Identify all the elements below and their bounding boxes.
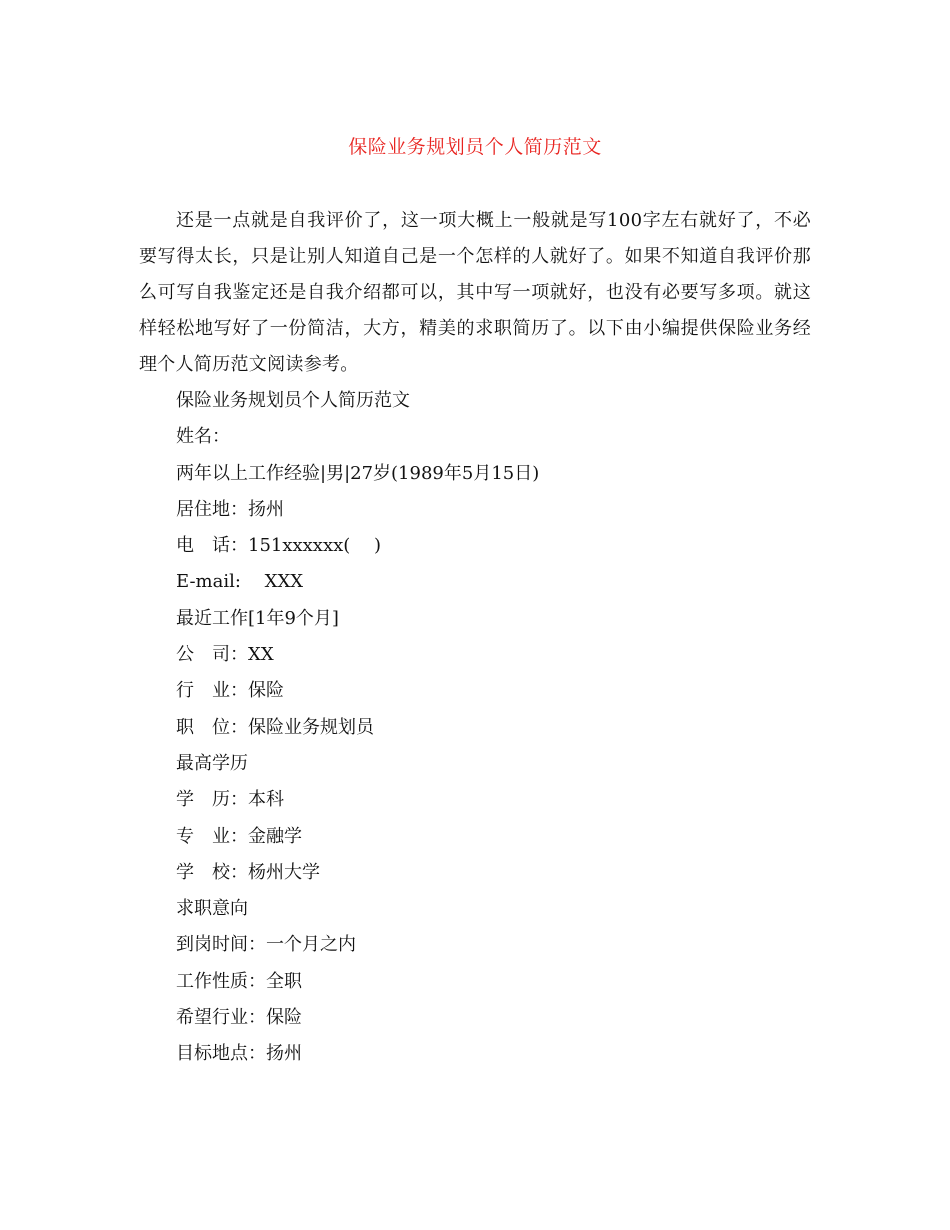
recent-work-heading: 最近工作[1年9个月] — [176, 607, 339, 629]
industry-line: 行 业：保险 — [176, 680, 284, 702]
availability-line: 到岗时间：一个月之内 — [176, 934, 356, 956]
position-line: 职 位：保险业务规划员 — [176, 716, 374, 738]
target-location-line: 目标地点：扬州 — [176, 1043, 302, 1065]
major-line: 专 业：金融学 — [176, 825, 302, 847]
phone-line: 电 话：151xxxxxx( ) — [176, 535, 382, 557]
intro-paragraph: 还是一点就是自我评价了，这一项大概上一般就是写100字左右就好了，不必要写得太长，只是让别人知道自己是一个怎样的人就好了。如果不知道自我评价那么可写自我鉴定还是自我介绍都可以，其中写一项就好，也没有必要写多项。就这样轻松地写好了一份简洁，大方，精美的求职简历了。以下由小编提供保险业务经理个人简历范文阅读参考。 — [139, 210, 811, 375]
job-intention-heading: 求职意向 — [176, 898, 248, 920]
resume-heading: 保险业务规划员个人简历范文 — [176, 390, 410, 411]
job-type-line: 工作性质：全职 — [176, 970, 302, 992]
name-line: 姓名： — [176, 426, 230, 448]
school-line: 学 校：杨州大学 — [176, 861, 320, 883]
company-line: 公 司：XX — [176, 644, 274, 666]
email-line: E-mail: XXX — [176, 571, 304, 593]
resume-details — [176, 383, 816, 1073]
desired-industry-line: 希望行业：保险 — [176, 1007, 302, 1029]
document-title: 保险业务规划员个人简历范文 — [348, 136, 602, 158]
residence-line: 居住地：扬州 — [176, 498, 284, 520]
degree-line: 学 历：本科 — [176, 789, 284, 811]
experience-gender-age-line: 两年以上工作经验|男|27岁(1989年5月15日) — [176, 462, 540, 484]
education-heading: 最高学历 — [176, 752, 248, 774]
